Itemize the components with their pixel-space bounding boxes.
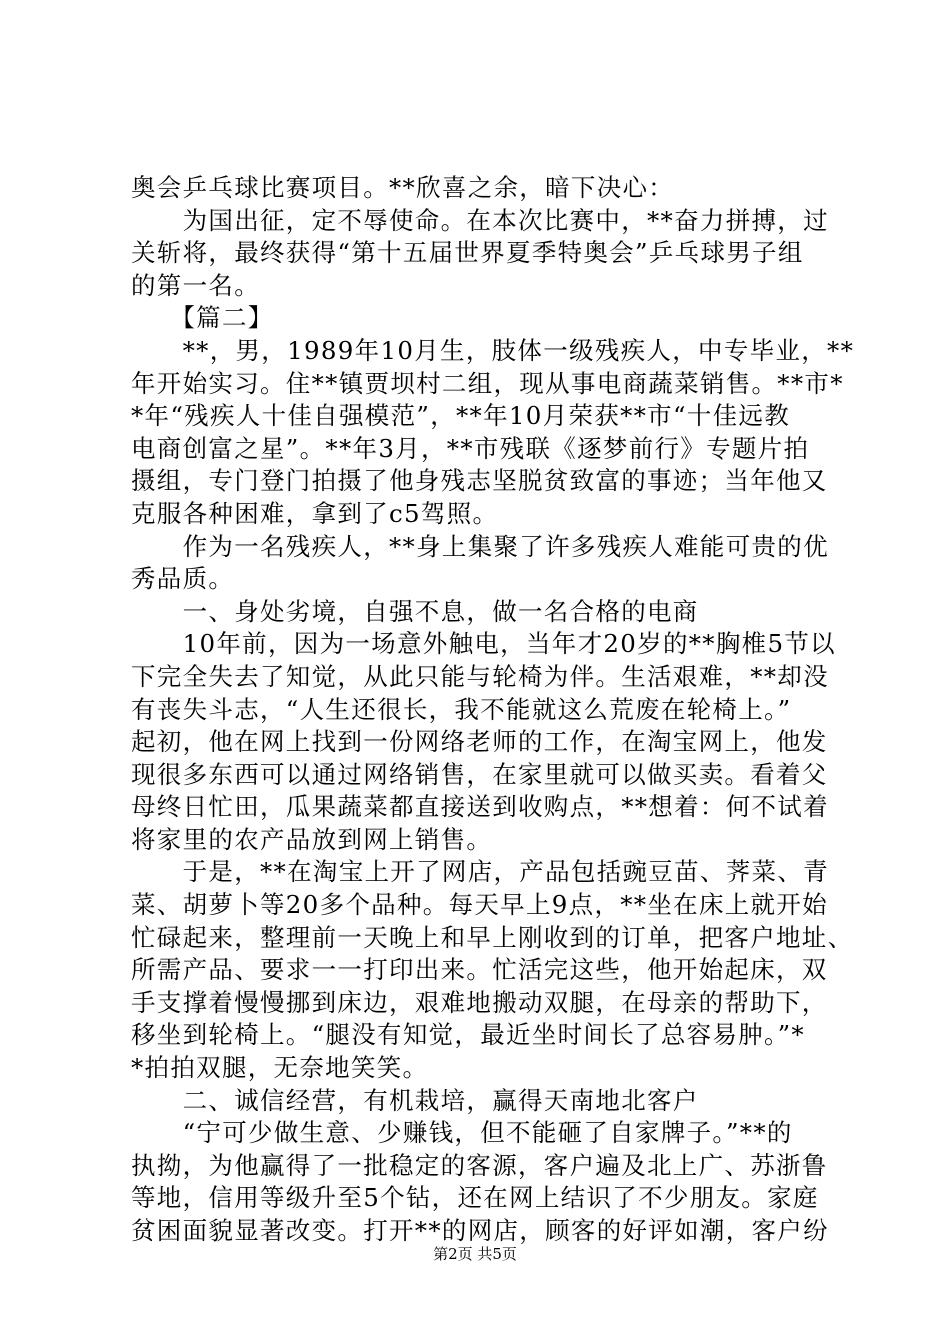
text-line: 为国出征，定不辱使命。在本次比赛中，**奋力拼搏，过 xyxy=(131,205,829,235)
text-line: 起初，他在网上找到一份网络老师的工作，在淘宝网上，他发 xyxy=(131,727,828,757)
text-line: 等地，信用等级升至5个钻，还在网上结识了不少朋友。家庭 xyxy=(131,1183,819,1213)
page-number-footer: 第2页 共5页 xyxy=(433,1245,517,1263)
text-line: 秀品质。 xyxy=(131,564,235,594)
text-line: 下完全失去了知觉，从此只能与轮椅为伴。生活艰难，**却没 xyxy=(131,661,829,691)
text-line: 移坐到轮椅上。“腿没有知觉，最近坐时间长了总容易肿。”* xyxy=(131,1020,805,1050)
section-heading: 【篇二】 xyxy=(131,303,274,333)
text-line: “宁可少做生意、少赚钱，但不能砸了自家牌子。”**的 xyxy=(131,1118,793,1148)
text-line: 年开始实习。住**镇贾坝村二组，现从事电商蔬菜销售。**市* xyxy=(131,368,844,398)
text-line: 忙碌起来，整理前一天晚上和早上刚收到的订单，把客户地址、 xyxy=(131,922,854,952)
text-line: 摄组，专门登门拍摄了他身残志坚脱贫致富的事迹；当年他又 xyxy=(131,466,828,496)
text-line: 克服各种困难，拿到了c5驾照。 xyxy=(131,498,499,528)
text-line: **，男，1989年10月生，肢体一级残疾人，中专毕业，** xyxy=(131,335,855,365)
text-line: 奥会乒乓球比赛项目。**欣喜之余，暗下决心： xyxy=(131,173,675,202)
text-line: *年“残疾人十佳自强模范”，**年10月荣获**市“十佳远教 xyxy=(131,401,790,431)
text-line: 所需产品、要求一一打印出来。忙活完这些，他开始起床，双 xyxy=(131,955,828,985)
text-line: 作为一名残疾人，**身上集聚了许多残疾人难能可贵的优 xyxy=(131,531,829,561)
document-body xyxy=(131,172,855,1248)
text-line: 关斩将，最终获得“第十五届世界夏季特奥会”乒乓球男子组 xyxy=(131,238,804,268)
subsection-heading: 一、身处劣境，自强不息，做一名合格的电商 xyxy=(131,596,699,626)
text-line: *拍拍双腿，无奈地笑笑。 xyxy=(131,1053,429,1083)
text-line: 执拗，为他赢得了一批稳定的客源，客户遍及北上广、苏浙鲁 xyxy=(131,1150,828,1180)
text-line: 将家里的农产品放到网上销售。 xyxy=(131,824,493,854)
text-line: 现很多东西可以通过网络销售，在家里就可以做买卖。看着父 xyxy=(131,759,828,789)
text-line: 10年前，因为一场意外触电，当年才20岁的**胸椎5节以 xyxy=(131,629,836,659)
text-line: 电商创富之星”。**年3月，**市残联《逐梦前行》专题片拍 xyxy=(131,433,810,463)
text-line: 手支撑着慢慢挪到床边，艰难地搬动双腿，在母亲的帮助下， xyxy=(131,987,828,1017)
subsection-heading: 二、诚信经营，有机栽培，赢得天南地北客户 xyxy=(131,1085,699,1115)
text-line: 有丧失斗志，“人生还很长，我不能就这么荒废在轮椅上。” xyxy=(131,694,792,724)
text-line: 于是，**在淘宝上开了网店，产品包括豌豆苗、荠菜、青 xyxy=(131,857,829,887)
text-line: 贫困面貌显著改变。打开**的网店，顾客的好评如潮，客户纷 xyxy=(131,1216,829,1245)
text-line: 菜、胡萝卜等20多个品种。每天早上9点，**坐在床上就开始 xyxy=(131,890,828,920)
text-line: 的第一名。 xyxy=(131,270,260,300)
text-line: 母终日忙田，瓜果蔬菜都直接送到收购点，**想着：何不试着 xyxy=(131,792,829,822)
